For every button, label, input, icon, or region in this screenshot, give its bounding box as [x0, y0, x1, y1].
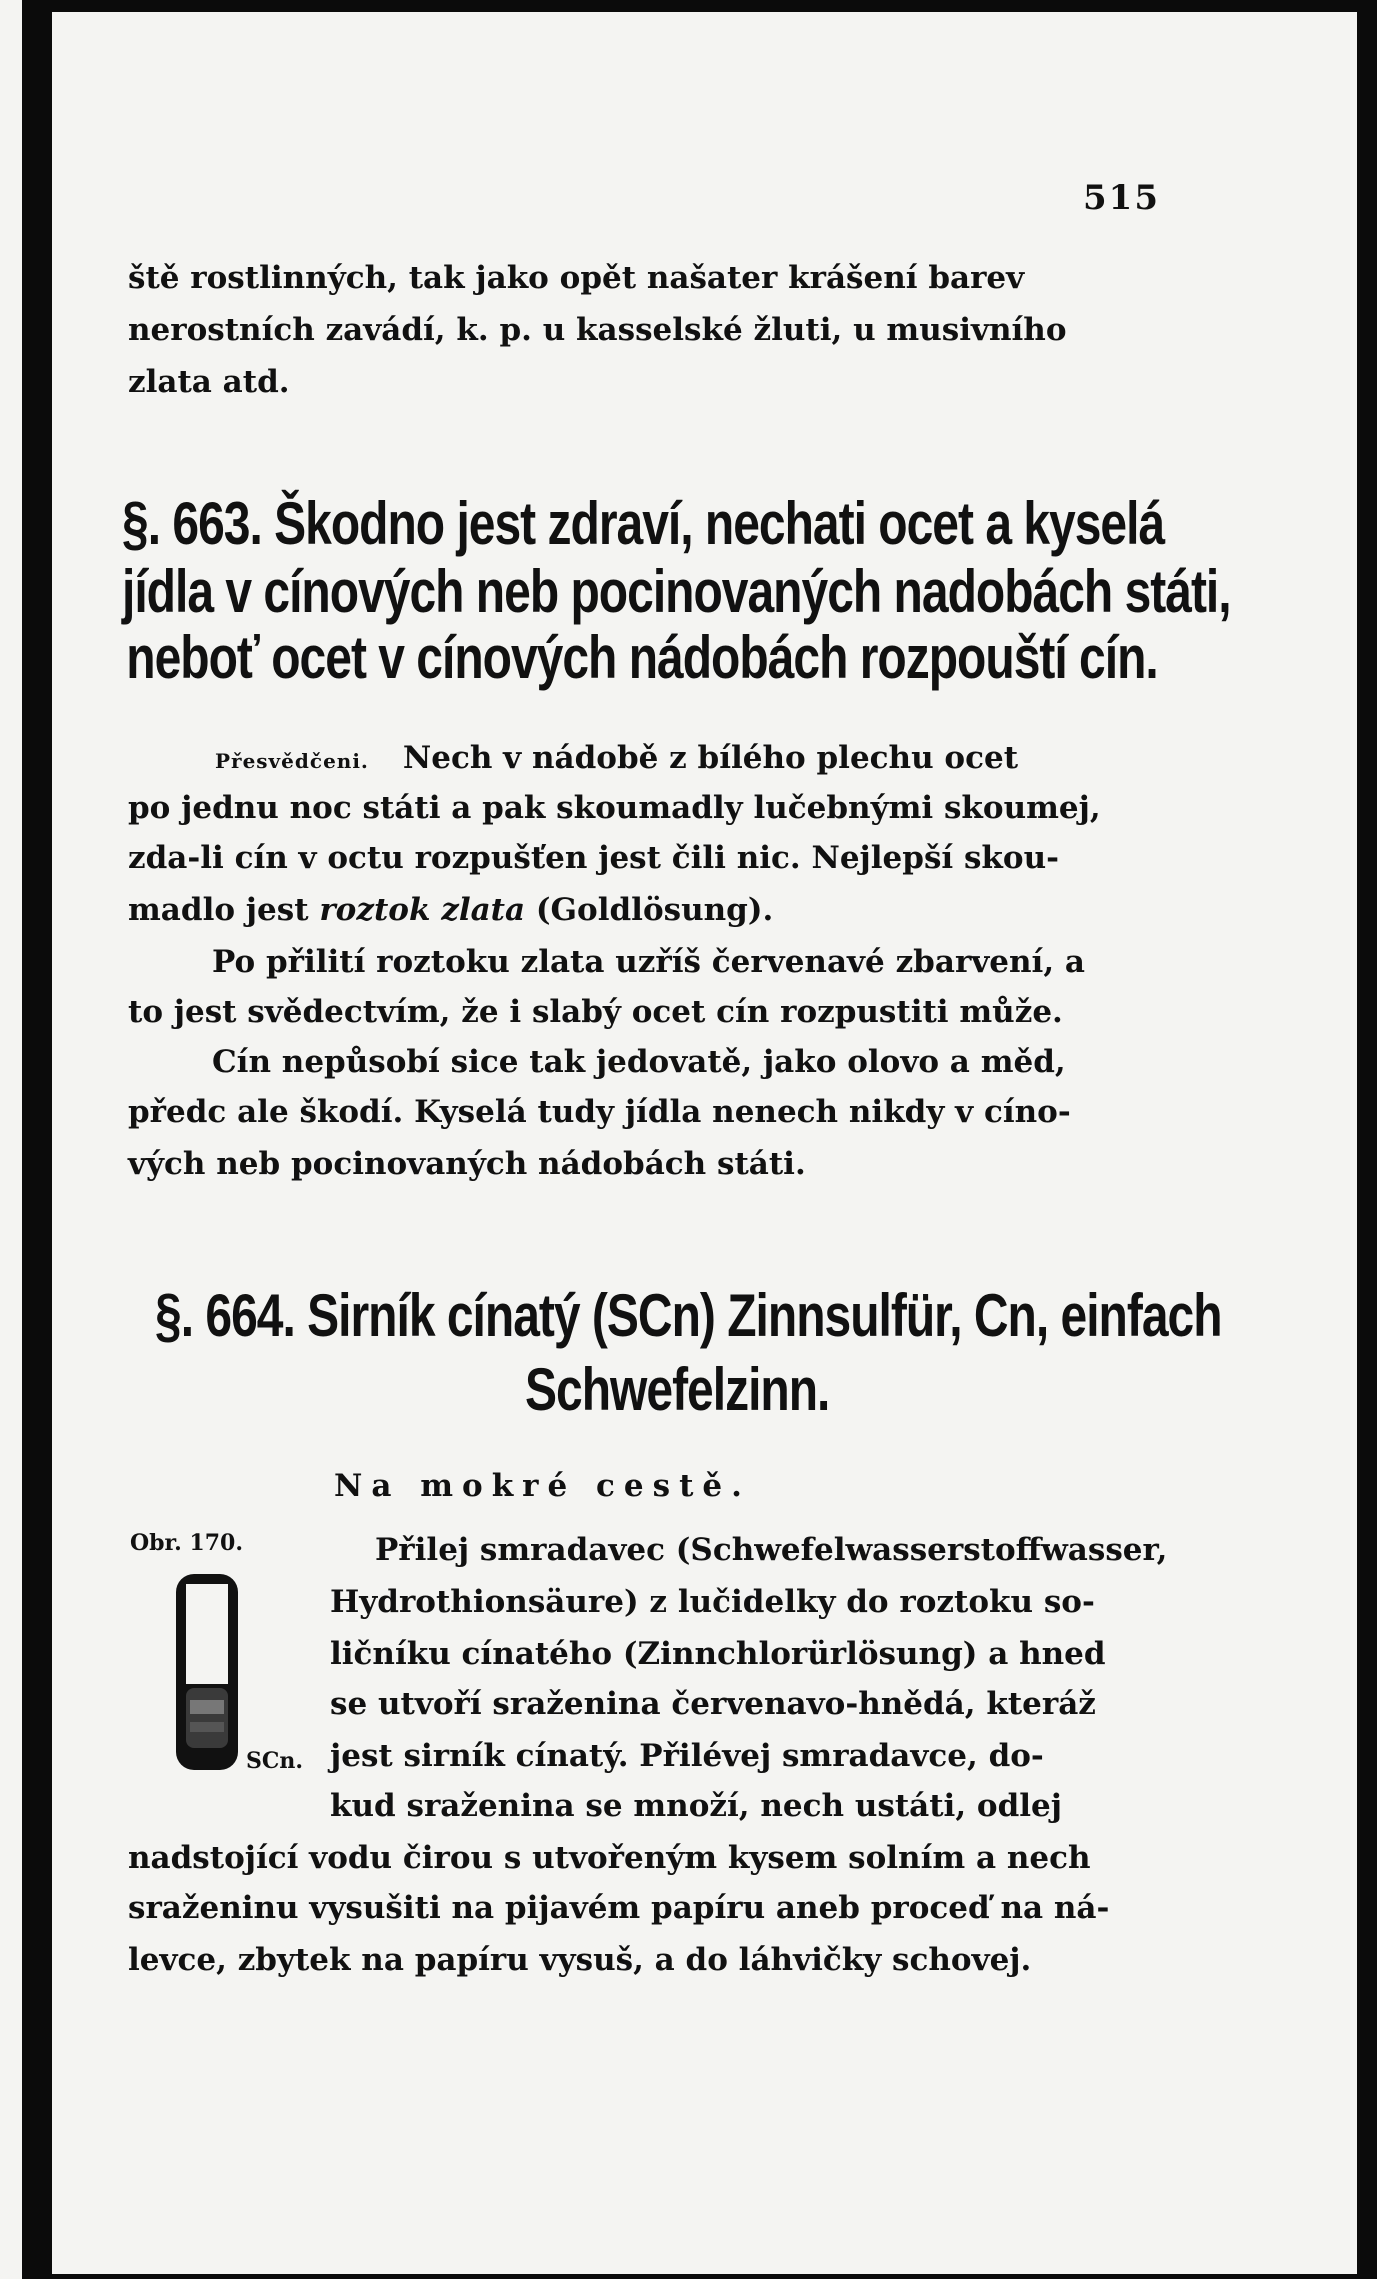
text-span: Nech v nádobě z bílého plechu ocet [402, 740, 1019, 776]
section-heading-664: Schwefelzinn. [525, 1357, 830, 1424]
text-line: jest sirník cínatý. Přilévej smradavce, do- [330, 1738, 1044, 1774]
text-line: vých neb pocinovaných nádobách státi. [128, 1146, 806, 1182]
page-gutter [22, 0, 52, 2279]
emphasis: roztok zlata [319, 892, 526, 928]
section-heading-664: §. 664. Sirník cínatý (SCn) Zinnsulfür, Cn, einfach [155, 1283, 1222, 1350]
text-line: Cín nepůsobí sice tak jedovatě, jako olovo a měd, [212, 1044, 1066, 1080]
text-line: ště rostlinných, tak jako opět našater krášení barev [128, 260, 1025, 296]
text-line: to jest svědectvím, že i slabý ocet cín rozpustiti může. [128, 994, 1063, 1030]
test-tube-illustration [172, 1570, 242, 1775]
text-line: zlata atd. [128, 364, 290, 400]
section-heading-663: §. 663. Škodno jest zdraví, nechati ocet a kyselá [122, 491, 1165, 558]
section-heading-663: neboť ocet v cínových nádobách rozpouští cín. [126, 625, 1158, 692]
section-heading-663: jídla v cínových neb pocinovaných nadobách státi, [122, 559, 1231, 626]
text-line: Po přilití roztoku zlata uzříš červenavé zbarvení, a [212, 944, 1085, 980]
figure-sub-label: SCn. [246, 1748, 304, 1774]
text-line: zda-li cín v octu rozpušťen jest čili nic. Nejlepší skou- [128, 840, 1059, 876]
text-span: madlo jest [128, 892, 309, 928]
text-line: Přilej smradavec (Schwefelwasserstoffwasser, [375, 1532, 1168, 1568]
text-line: Hydrothionsäure) z lučidelky do roztoku so- [330, 1584, 1095, 1620]
text-line [215, 738, 1245, 781]
text-line: se utvoří sraženina červenavo-hnědá, kteráž [330, 1686, 1096, 1722]
text-line [128, 890, 1158, 930]
text-line: po jednu noc státi a pak skoumadly lučebnými skoumej, [128, 790, 1101, 826]
text-line: nadstojící vodu čirou s utvořeným kysem solním a nech [128, 1840, 1091, 1876]
text-line: kud sraženina se množí, nech ustáti, odlej [330, 1788, 1062, 1824]
subheading: Na mokré cestě. [334, 1468, 751, 1504]
text-line: ličníku cínatého (Zinnchlorürlösung) a hned [330, 1636, 1106, 1672]
book-page [52, 12, 1357, 2274]
proof-lead: Přesvědčeni. [215, 749, 369, 773]
text-line: nerostních zavádí, k. p. u kasselské žluti, u musivního [128, 312, 1067, 348]
text-line: sraženinu vysušiti na pijavém papíru aneb proceď na ná- [128, 1890, 1110, 1926]
page-number: 515 [1083, 178, 1160, 218]
figure-label: Obr. 170. [130, 1530, 244, 1556]
text-line: levce, zbytek na papíru vysuš, a do láhvičky schovej. [128, 1942, 1032, 1978]
text-line: předc ale škodí. Kyselá tudy jídla nenech nikdy v cíno- [128, 1094, 1071, 1130]
text-span: (Goldlösung). [535, 892, 774, 928]
adjacent-page-edge [0, 0, 22, 2279]
